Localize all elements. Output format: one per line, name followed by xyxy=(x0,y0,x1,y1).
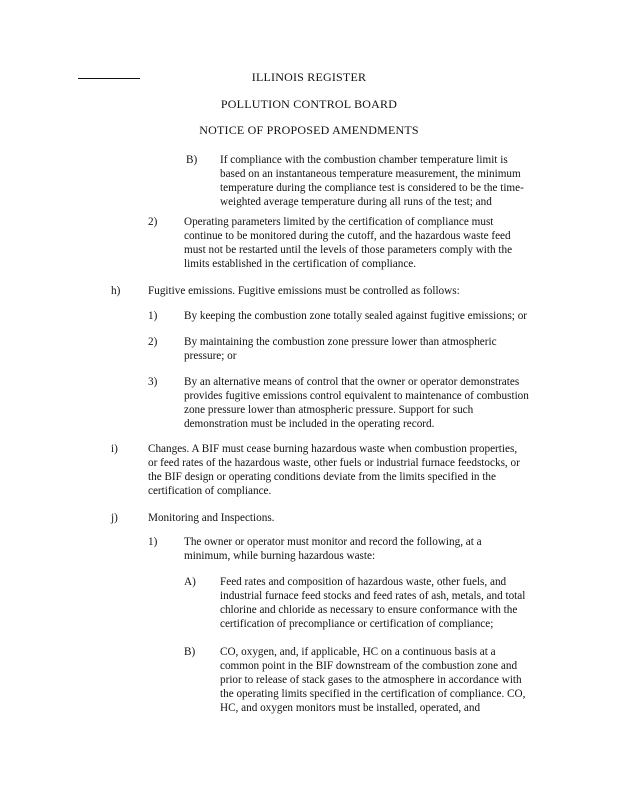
paragraph-b-sub-2 xyxy=(184,215,512,271)
text-line: HC, and oxygen monitors must be installed, operated, and xyxy=(220,702,481,714)
paragraph-label-j1A: A) xyxy=(184,576,196,588)
paragraph-j1A xyxy=(220,575,525,631)
text-line: Operating parameters limited by the certification of compliance must xyxy=(184,216,494,228)
agency-title: POLLUTION CONTROL BOARD xyxy=(220,97,398,111)
paragraph-j1 xyxy=(184,535,482,563)
paragraph-i xyxy=(148,442,520,498)
paragraph-h2 xyxy=(184,335,497,363)
text-line: weighted average temperature during all runs of the test; and xyxy=(220,196,492,208)
paragraph-label-j1: 1) xyxy=(148,536,158,548)
paragraph-j1B xyxy=(220,645,525,715)
text-line: Changes. A BIF must cease burning hazardous waste when combustion properties, xyxy=(148,443,518,455)
text-line: prior to release of stack gases to the atmosphere in accordance with xyxy=(220,674,522,686)
text-line: minimum, while burning hazardous waste: xyxy=(184,550,376,562)
paragraph-j xyxy=(148,511,274,525)
text-line: Fugitive emissions. Fugitive emissions must be controlled as follows: xyxy=(148,285,460,297)
text-line: continue to be monitored during the cutoff, and the hazardous waste feed xyxy=(184,230,511,242)
register-title: ILLINOIS REGISTER xyxy=(251,70,367,84)
text-line: zone pressure lower than atmospheric pressure. Support for such xyxy=(184,404,474,416)
text-line: must not be restarted until the levels of those parameters comply with the xyxy=(184,244,513,256)
text-line: the BIF design or operating conditions deviate from the limits specified in the xyxy=(148,471,496,483)
paragraph-b-sub-B xyxy=(220,153,524,209)
paragraph-label-h3: 3) xyxy=(148,376,158,388)
paragraph-label-h2: 2) xyxy=(148,336,158,348)
text-line: pressure; or xyxy=(184,350,237,362)
paragraph-label-b-sub-B: B) xyxy=(186,154,198,166)
text-line: certification of precompliance or certification of compliance; xyxy=(220,618,494,630)
paragraph-label-j: j) xyxy=(111,512,118,524)
paragraph-h1 xyxy=(184,309,527,323)
paragraph-label-h: h) xyxy=(111,285,121,297)
text-line: chlorine and chloride as necessary to ensure conformance with the xyxy=(220,604,518,616)
paragraph-h xyxy=(148,284,460,298)
text-line: the operating limits specified in the certification of compliance. CO, xyxy=(220,688,526,700)
text-line: industrial furnace feed stocks and feed rates of ash, metals, and total xyxy=(220,590,526,602)
paragraph-h3 xyxy=(184,375,529,431)
text-line: or feed rates of the hazardous waste, other fuels or industrial furnace feedstocks, or xyxy=(148,457,520,469)
paragraph-label-i: i) xyxy=(111,443,118,455)
paragraph-label-j1B: B) xyxy=(184,646,196,658)
text-line: Monitoring and Inspections. xyxy=(148,512,275,524)
text-line: By maintaining the combustion zone pressure lower than atmospheric xyxy=(184,336,497,348)
paragraph-label-b-sub-2: 2) xyxy=(148,216,158,228)
text-line: Feed rates and composition of hazardous waste, other fuels, and xyxy=(220,576,507,588)
text-line: temperature during the compliance test is considered to be the time- xyxy=(220,182,524,194)
text-line: The owner or operator must monitor and record the following, at a xyxy=(184,536,482,548)
text-line: common point in the BIF downstream of the combustion zone and xyxy=(220,660,518,672)
text-line: CO, oxygen, and, if applicable, HC on a continuous basis at a xyxy=(220,646,496,658)
text-line: demonstration must be included in the operating record. xyxy=(184,418,435,430)
text-line: certification of compliance. xyxy=(148,485,272,497)
text-line: based on an instantaneous temperature measurement, the minimum xyxy=(220,168,521,180)
text-line: By keeping the combustion zone totally sealed against fugitive emissions; or xyxy=(184,310,528,322)
notice-title: NOTICE OF PROPOSED AMENDMENTS xyxy=(199,123,419,137)
paragraph-label-h1: 1) xyxy=(148,310,158,322)
text-line: By an alternative means of control that the owner or operator demonstrates xyxy=(184,376,520,388)
text-line: limits established in the certification of compliance. xyxy=(184,258,417,270)
text-line: If compliance with the combustion chamber temperature limit is xyxy=(220,154,508,166)
text-line: provides fugitive emissions control equivalent to maintenance of combustion xyxy=(184,390,529,402)
